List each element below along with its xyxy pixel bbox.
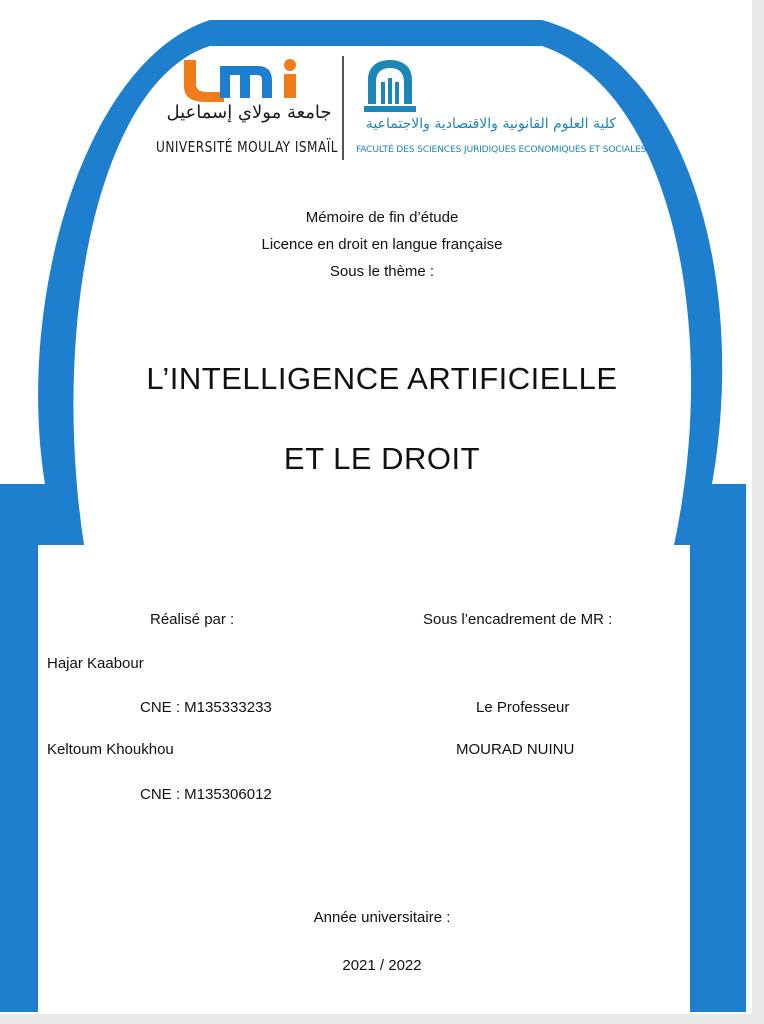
umi-arabic-name: جامعة مولاي إسماعيل — [166, 102, 332, 123]
author-2-cne: CNE : M135306012 — [140, 786, 272, 803]
academic-year-label: Année universitaire : — [313, 909, 451, 926]
emblem-pillar-3 — [395, 82, 399, 104]
degree-line: Licence en droit en langue française — [261, 236, 503, 253]
author-1-cne: CNE : M135333233 — [140, 699, 272, 716]
right-edge-shadow — [752, 0, 764, 1024]
supervisor-name: MOURAD NUINU — [456, 741, 575, 758]
faculty-emblem-icon — [362, 58, 418, 116]
umi-u-shape — [184, 60, 224, 102]
theme-label: Sous le thème : — [329, 263, 435, 280]
umi-logo — [180, 58, 310, 102]
author-1-name: Hajar Kaabour — [47, 655, 144, 672]
title-line-2: ET LE DROIT — [283, 441, 481, 476]
emblem-pillar-1 — [381, 82, 385, 104]
logo-block — [150, 52, 647, 172]
emblem-pillar-2 — [388, 78, 392, 104]
supervisor-role: Le Professeur — [476, 699, 570, 716]
title-line-1: L’INTELLIGENCE ARTIFICIELLE — [146, 361, 618, 396]
author-2-name: Keltoum Khoukhou — [47, 741, 174, 758]
academic-year-value: 2021 / 2022 — [342, 957, 422, 974]
faculty-french-name: FACULTÉ DES SCIENCES JURIDIQUES ECONOMIQUES ET SOCIALES — [356, 144, 647, 155]
umi-i-stem — [284, 74, 296, 98]
supervisor-label: Sous l’encadrement de MR : — [423, 611, 613, 628]
umi-french-name: UNIVERSITÉ MOULAY ISMAÏL — [156, 138, 338, 156]
umi-i-dot — [284, 59, 296, 71]
bottom-edge-shadow — [0, 1014, 764, 1024]
logo-divider — [342, 56, 344, 160]
umi-m-shape — [220, 66, 272, 98]
thesis-type-line: Mémoire de fin d’étude — [305, 209, 459, 226]
emblem-base — [364, 106, 416, 112]
faculty-arabic-name: كلية العلوم القانونية والاقتصادية والاجتماعية — [365, 116, 616, 132]
authors-label: Réalisé par : — [150, 611, 235, 628]
